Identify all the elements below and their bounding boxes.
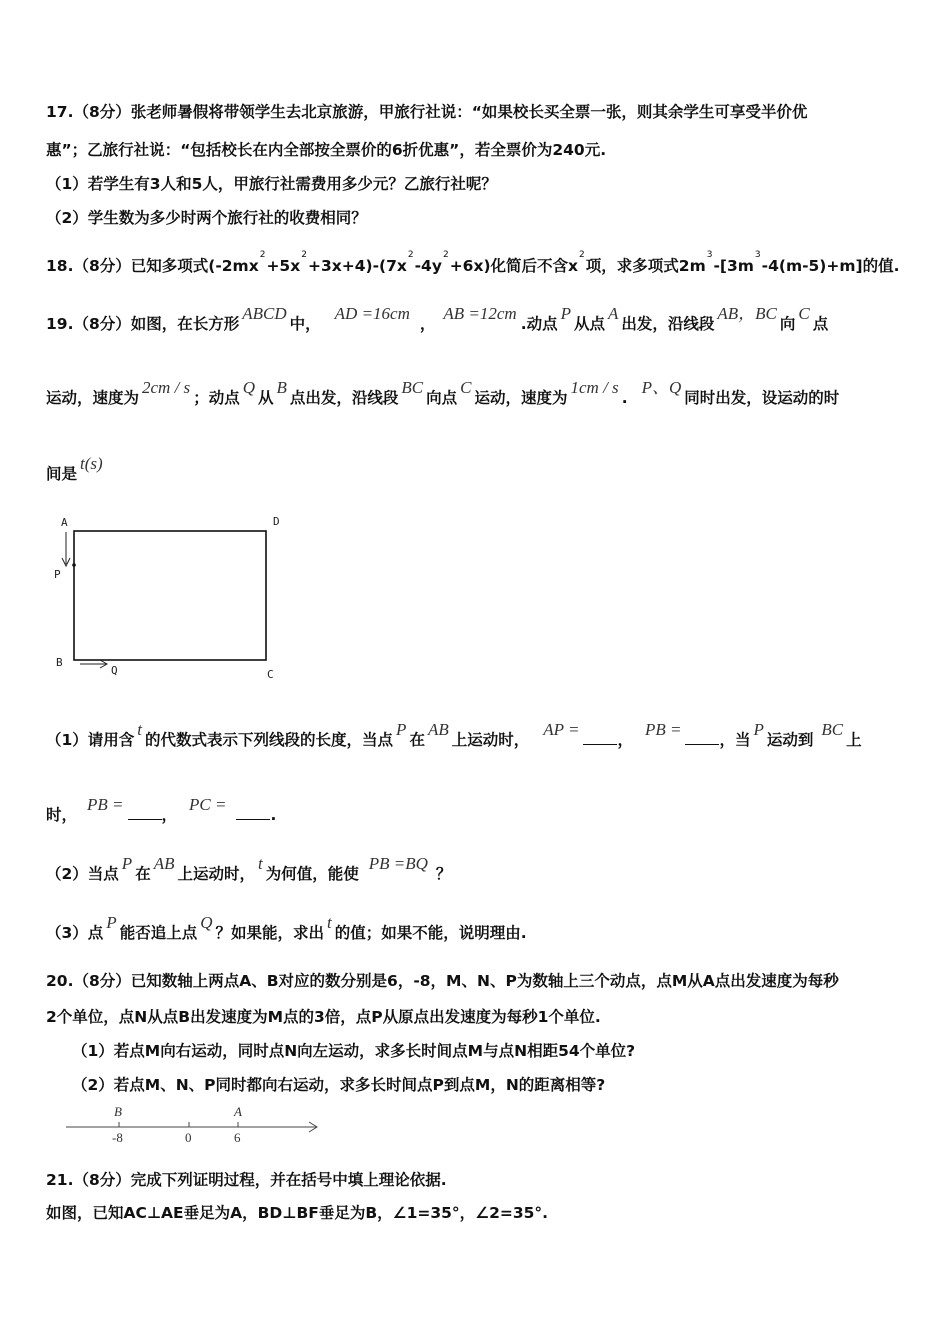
q19-text: 运动，速度为 [474, 389, 568, 407]
q17-line2: 惠”；乙旅行社说：“包括校长在内全部按全票价的6折优惠”，若全票价为240元. [46, 141, 607, 159]
q19-text: ？如果能，求出 [215, 924, 324, 942]
q19-text: 19.（8分）如图，在长方形 [46, 315, 240, 333]
q21-line2: 如图，已知AC⊥AE垂足为A，BD⊥BF垂足为B，∠1=35°，∠2=35°. [46, 1204, 549, 1222]
q19-math: 2cm / s [142, 378, 191, 397]
q19-text: （3）点 [46, 924, 104, 942]
q19-math: Q [200, 913, 213, 932]
q19-text: 从点 [573, 315, 605, 333]
q19-sub3 [46, 913, 527, 943]
q18-part: -4y [414, 257, 442, 275]
q19-math: AB [153, 854, 175, 873]
q19-text: ，当 [719, 731, 751, 749]
q19-text: 为何值，能使 [265, 865, 359, 883]
q17-sub1: （1）若学生有3人和5人，甲旅行社需费用多少元？乙旅行社呢？ [46, 175, 497, 193]
q21-line1: 21.（8分）完成下列证明过程，并在括号中填上理论依据. [46, 1171, 447, 1189]
q19-math: AP = [543, 720, 580, 739]
q20-line1: 20.（8分）已知数轴上两点A、B对应的数分别是6，-8，M、N、P为数轴上三个动点，点M从A点出发速度为每秒 [46, 972, 839, 990]
q18-exponent: 3 [754, 250, 761, 260]
q18-exponent: 2 [407, 250, 414, 260]
q19-text: （2）当点 [46, 865, 119, 883]
q19-text: 上运动时， [177, 865, 255, 883]
q19-math: AB =12cm [443, 304, 517, 323]
q18-part: +3x+4)-(7x [307, 257, 407, 275]
q19-math: ABCD [242, 304, 287, 323]
point-p [72, 563, 76, 567]
q19-text: ， [617, 731, 633, 749]
q19-line3 [46, 454, 106, 484]
q19-math: P [396, 720, 407, 739]
q19-math: C [798, 304, 810, 323]
q19-text: . [270, 806, 277, 824]
label-b: B [56, 656, 63, 669]
rectangle-figure [44, 510, 284, 690]
q19-math: Q [242, 378, 255, 397]
q19-math: PB = [644, 720, 682, 739]
q18-exponent: 3 [706, 250, 713, 260]
q18-part: +6x)化简后不含x [449, 257, 579, 275]
q19-text: ？ [435, 865, 452, 883]
q17-sub2: （2）学生数为多少时两个旅行社的收费相同？ [46, 209, 367, 227]
q19-text: 点 [812, 315, 829, 333]
q19-text: ， [161, 806, 178, 824]
q19-text: 向点 [426, 389, 458, 407]
q19-text: ；动点 [193, 389, 240, 407]
q19-math: PB = [87, 795, 124, 814]
q18-part: 18.（8分）已知多项式(-2mx [46, 257, 259, 275]
q19-math: PB =BQ [368, 854, 428, 873]
tick-label-b: -8 [112, 1130, 123, 1145]
q19-text: 的值；如果不能，说明理由. [334, 924, 527, 942]
q19-text: 上运动时， [451, 731, 530, 749]
answer-blank[interactable] [583, 730, 617, 745]
q19-math: t [327, 913, 332, 932]
q19-math: A [608, 304, 619, 323]
q19-text: 在 [409, 731, 425, 749]
answer-blank[interactable] [128, 805, 162, 820]
q18-exponent: 2 [259, 250, 266, 260]
number-line-figure [64, 1104, 324, 1148]
q19-math: BC [401, 378, 424, 397]
label-c: C [267, 668, 274, 681]
q19-text: 中， [289, 315, 321, 333]
label-d: D [273, 515, 280, 528]
q18-exponent: 2 [442, 250, 449, 260]
q19-text: 从 [257, 389, 274, 407]
q18-exponent: 2 [301, 250, 307, 260]
label-a: A [61, 516, 68, 529]
q18-part: -[3m [713, 257, 754, 275]
q18-line [46, 250, 900, 279]
q19-math: P [121, 854, 133, 873]
q19-math: 1cm / s [570, 378, 619, 397]
q18-part: -4(m-5)+m]的值. [761, 257, 900, 275]
q20-sub1: （1）若点M向右运动，同时点N向左运动，求多长时间点M与点N相距54个单位? [72, 1042, 636, 1060]
q19-text: 出发，沿线段 [621, 315, 715, 333]
q19-text: （1）请用含 [46, 731, 135, 749]
q19-text: 能否追上点 [119, 924, 198, 942]
q19-text: 点出发，沿线段 [289, 389, 399, 407]
q19-text: 运动，速度为 [46, 389, 140, 407]
q20-sub2: （2）若点M、N、P同时都向右运动，求多长时间点P到点M，N的距离相等? [72, 1076, 606, 1094]
q19-text: 在 [135, 865, 151, 883]
answer-blank[interactable] [685, 730, 719, 745]
q19-math: P、Q [641, 378, 682, 397]
q19-math: B [276, 378, 287, 397]
q19-math: AB [427, 720, 449, 739]
label-q: Q [111, 664, 118, 677]
q19-math: t [258, 854, 263, 873]
q19-text: 上 [846, 731, 862, 749]
q19-math: BC [821, 720, 844, 739]
q19-math: t [137, 720, 143, 739]
q19-sub2 [46, 854, 452, 884]
q20-line2: 2个单位，点N从点B出发速度为M点的3倍，点P从原点出发速度为每秒1个单位. [46, 1008, 601, 1026]
point-label-a: A [234, 1104, 242, 1119]
q19-text: . [621, 389, 628, 407]
q19-math: AB，BC [717, 304, 777, 323]
q19-text: 的代数式表示下列线段的长度，当点 [145, 731, 394, 749]
q19-math: t(s) [80, 454, 103, 473]
q19-math: PC = [189, 795, 227, 814]
label-p: P [54, 568, 61, 581]
q19-line2 [46, 378, 840, 408]
q19-math: AD =16cm [334, 304, 410, 323]
q18-exponent: 2 [579, 250, 585, 260]
q19-math: P [753, 720, 764, 739]
q19-text: 时， [46, 806, 78, 824]
q19-sub1-line2 [46, 795, 277, 825]
point-label-b: B [114, 1104, 122, 1119]
q17-line1: 17.（8分）张老师暑假将带领学生去北京旅游，甲旅行社说：“如果校长买全票一张，则其余学生可享受半价优 [46, 103, 808, 121]
q19-text: 向 [779, 315, 796, 333]
q18-part: 项，求多项式2m [585, 257, 706, 275]
q19-text: .动点 [520, 315, 558, 333]
tick-label-origin: 0 [185, 1130, 192, 1145]
q19-math: P [560, 304, 571, 323]
q19-math: P [106, 913, 117, 932]
q19-text: ， [419, 315, 436, 333]
rectangle-abcd [74, 531, 266, 660]
q19-text: 运动到 [766, 731, 814, 749]
q19-text: 同时出发，设运动的时 [684, 389, 840, 407]
q18-part: +5x [266, 257, 301, 275]
tick-label-a: 6 [234, 1130, 241, 1145]
q19-line1 [46, 304, 829, 334]
q19-sub1-line1 [46, 720, 862, 750]
q19-math: C [460, 378, 472, 397]
answer-blank[interactable] [236, 805, 270, 820]
q19-text: 间是 [46, 465, 78, 483]
